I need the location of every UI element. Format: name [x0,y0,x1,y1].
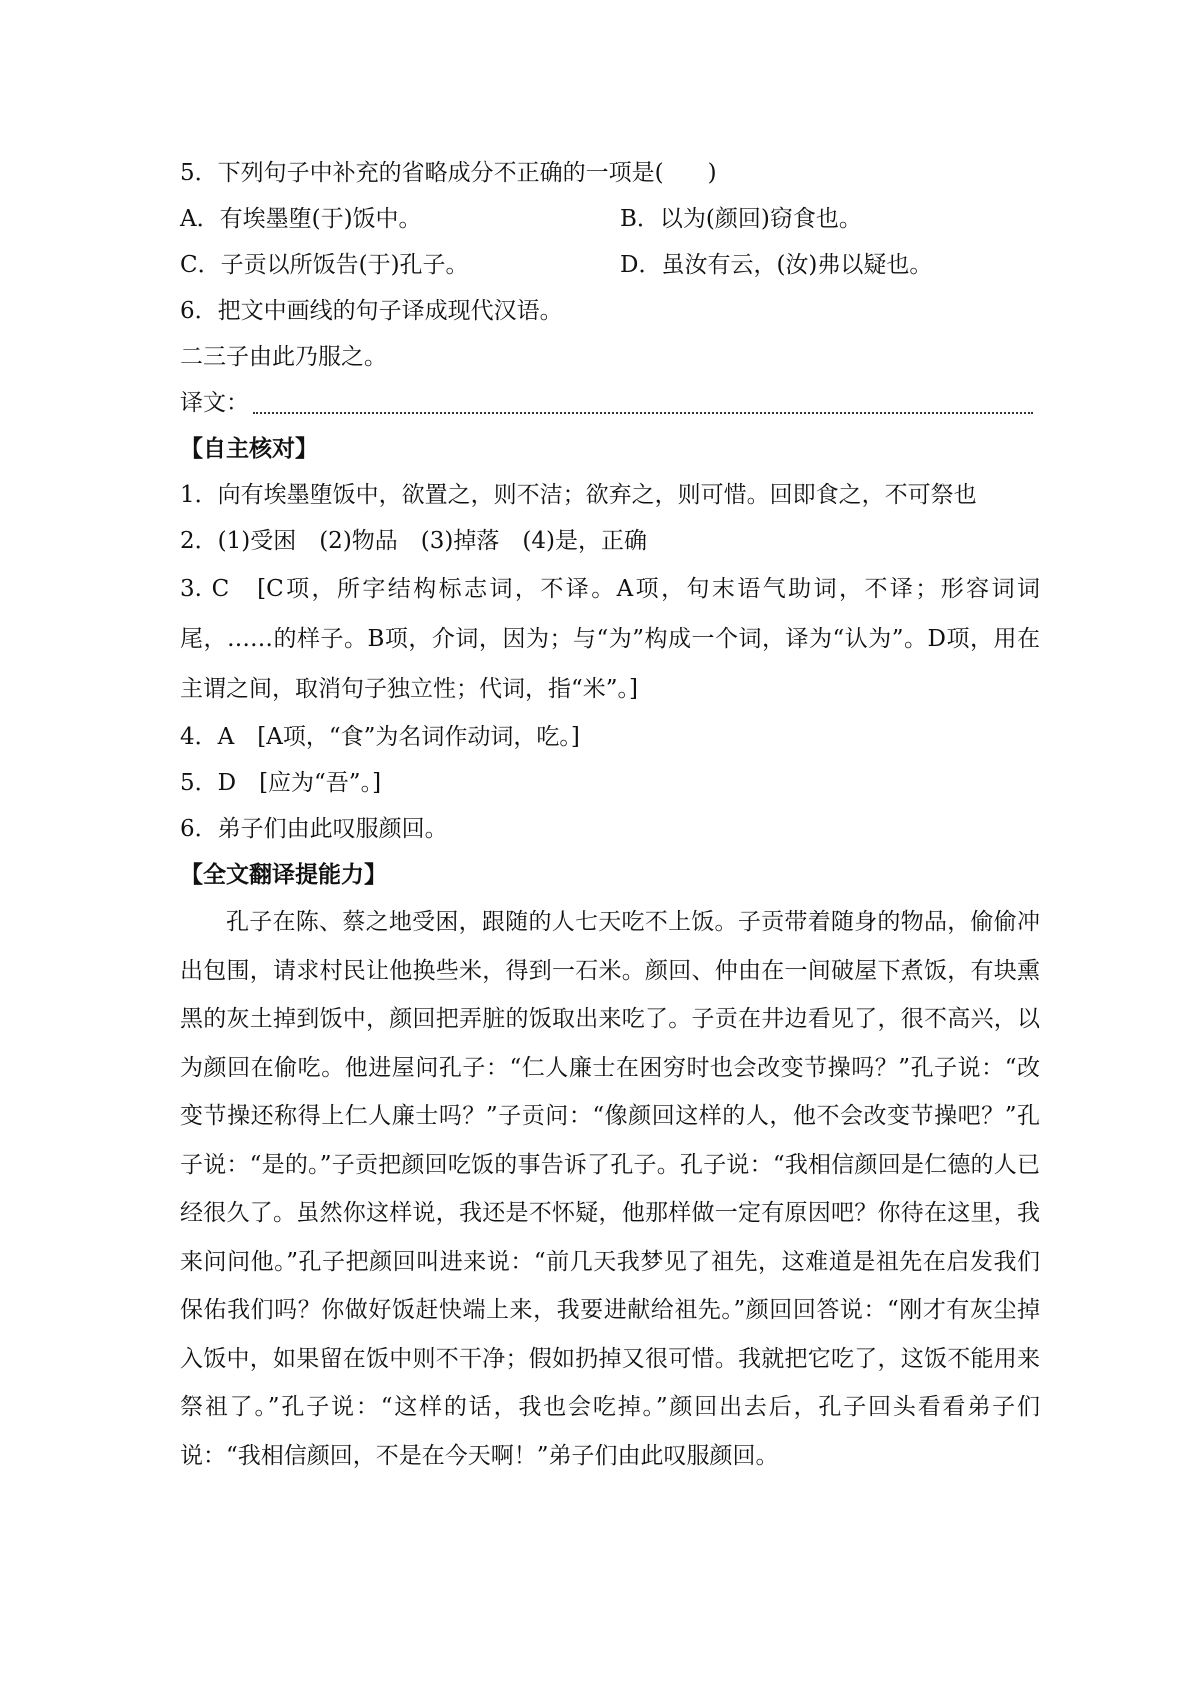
question-5-options-row-1 [180,196,1040,242]
answer-1: 1．向有埃墨堕饭中，欲置之，则不洁；欲弃之，则可惜。回即食之，不可祭也 [180,482,977,508]
question-5-text: 5．下列句子中补充的省略成分不正确的一项是( [180,160,664,186]
answer-label: 译文： [180,390,249,416]
answer-2: 2．(1)受困 (2)物品 (3)掉落 (4)是，正确 [180,528,647,554]
option-c: C．子贡以所饭告(于)孔子。 [180,252,469,278]
option-a: A．有埃墨堕(于)饭中。 [180,206,422,232]
translation-heading: 【全文翻译提能力】 [180,862,387,888]
self-check-heading: 【自主核对】 [180,436,318,462]
question-5-close-paren: ) [707,160,717,186]
answer-6: 6．弟子们由此叹服颜回。 [180,816,448,842]
document-page [180,150,1040,1480]
answer-3: 3. C [C项，所字结构标志词，不译。A项，句末语气助词，不译；形容词词尾，……的样子。B项，介词，因为；与“为”构成一个词，译为“认为”。D项，用在主谓之间，取消句子独立性；代词，指“米”。] [180,576,1040,702]
answer-line [180,380,1040,426]
dotted-answer-line [253,402,1033,414]
option-d: D．虽汝有云，(汝)弗以疑也。 [620,252,933,278]
option-b: B．以为(颜回)窃食也。 [620,206,862,232]
question-6-stem: 6．把文中画线的句子译成现代汉语。 [180,298,563,324]
answer-5: 5．D [应为“吾”。] [180,770,382,796]
question-6-sentence: 二三子由此乃服之。 [180,344,387,370]
question-5-options-row-2 [180,242,1040,288]
question-5-stem [180,150,1040,196]
answer-4: 4．A [A项，“食”为名词作动词，吃。] [180,724,580,750]
translation-paragraph: 孔子在陈、蔡之地受困，跟随的人七天吃不上饭。子贡带着随身的物品，偷偷冲出包围，请求村民让他换些米，得到一石米。颜回、仲由在一间破屋下煮饭，有块熏黑的灰土掉到饭中，颜回把弄脏的饭取出来吃了。子贡在井边看见了，很不高兴，以为颜回在偷吃。他进屋问孔子：“仁人廉士在困穷时也会改变节操吗？”孔子说：“改变节操还称得上仁人廉士吗？”子贡问：“像颜回这样的人，他不会改变节操吧？”孔子说：“是的。”子贡把颜回吃饭的事告诉了孔子。孔子说：“我相信颜回是仁德的人已经很久了。虽然你这样说，我还是不怀疑，他那样做一定有原因吧？你待在这里，我来问问他。”孔子把颜回叫进来说：“前几天我梦见了祖先，这难道是祖先在启发我们保佑我们吗？你做好饭赶快端上来，我要进献给祖先。”颜回回答说：“刚才有灰尘掉入饭中，如果留在饭中则不干净；假如扔掉又很可惜。我就把它吃了，这饭不能用来祭祖了。”孔子说：“这样的话，我也会吃掉。”颜回出去后，孔子回头看看弟子们说：“我相信颜回，不是在今天啊！”弟子们由此叹服颜回。 [180,909,1040,1469]
